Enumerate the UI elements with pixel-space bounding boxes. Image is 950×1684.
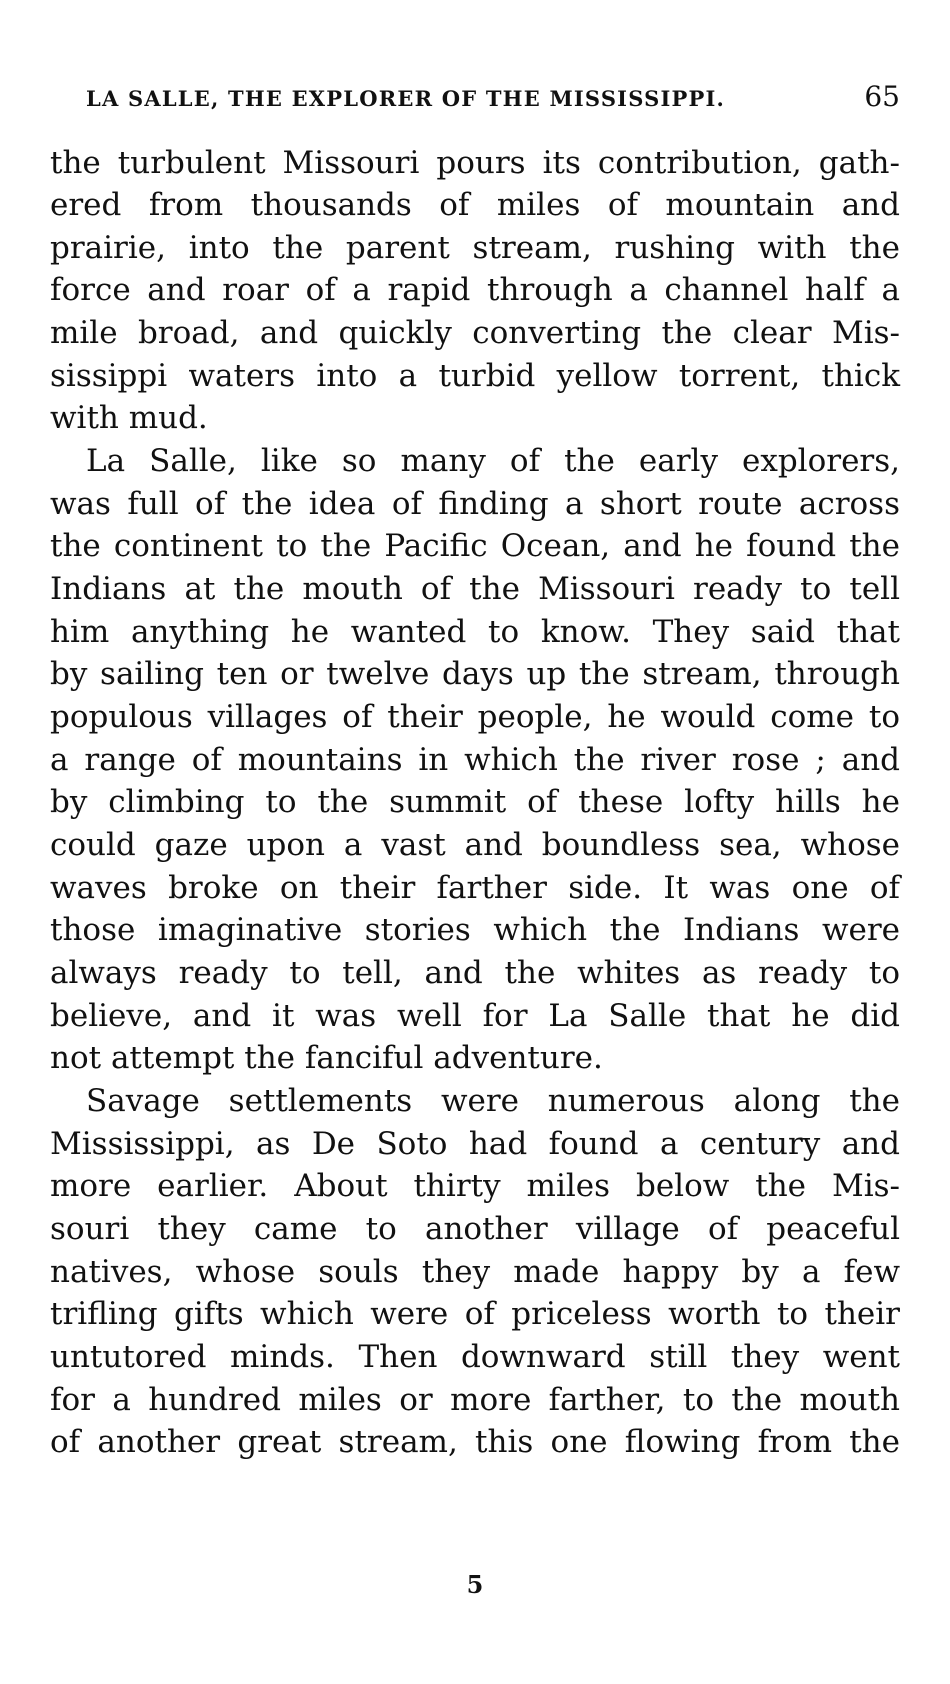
running-head-title: LA SALLE, THE EXPLORER OF THE MISSISSIPPI. — [86, 86, 726, 111]
text-line: waves broke on their farther side. It was one of — [50, 870, 900, 906]
signature-mark: 5 — [466, 1570, 484, 1599]
text-line: with mud. — [50, 400, 208, 436]
text-line: force and roar of a rapid through a channel half a — [50, 272, 900, 308]
text-line: La Salle, like so many of the early explorers, — [86, 443, 900, 479]
text-line: him anything he wanted to know. They said that — [50, 614, 900, 650]
text-line: ered from thousands of miles of mountain and — [50, 187, 900, 223]
text-line: Mississippi, as De Soto had found a century and — [50, 1126, 900, 1162]
text-line: populous villages of their people, he would come to — [50, 699, 900, 735]
text-line: of another great stream, this one flowing from the — [50, 1424, 900, 1460]
text-line: was full of the idea of finding a short route across — [50, 486, 900, 522]
text-line: believe, and it was well for La Salle that he did — [50, 998, 900, 1034]
text-line: a range of mountains in which the river rose ; and — [50, 742, 900, 778]
text-line: mile broad, and quickly converting the clear Mis- — [50, 315, 900, 351]
book-page — [50, 0, 900, 1684]
text-line: by climbing to the summit of these lofty hills he — [50, 784, 900, 820]
text-line: prairie, into the parent stream, rushing with the — [50, 230, 900, 266]
text-line: not attempt the fanciful adventure. — [50, 1040, 603, 1076]
text-line: those imaginative stories which the Indians were — [50, 912, 900, 948]
text-line: the turbulent Missouri pours its contribution, gath- — [50, 145, 900, 181]
text-line: souri they came to another village of peaceful — [50, 1211, 900, 1247]
text-line: natives, whose souls they made happy by a few — [50, 1254, 900, 1290]
text-line: sissippi waters into a turbid yellow torrent, thick — [50, 358, 900, 394]
text-line: Indians at the mouth of the Missouri ready to tell — [50, 571, 900, 607]
text-line: always ready to tell, and the whites as ready to — [50, 955, 900, 991]
text-line: the continent to the Pacific Ocean, and he found the — [50, 528, 900, 564]
running-head — [86, 80, 900, 120]
text-line: trifling gifts which were of priceless worth to their — [50, 1296, 900, 1332]
text-line: more earlier. About thirty miles below the Mis- — [50, 1168, 900, 1204]
text-line: by sailing ten or twelve days up the stream, through — [50, 656, 900, 692]
text-line: for a hundred miles or more farther, to the mouth — [50, 1382, 900, 1418]
text-line: could gaze upon a vast and boundless sea, whose — [50, 827, 900, 863]
text-line: untutored minds. Then downward still they went — [50, 1339, 900, 1375]
page-number: 65 — [864, 80, 900, 113]
text-line: Savage settlements were numerous along the — [86, 1083, 900, 1119]
